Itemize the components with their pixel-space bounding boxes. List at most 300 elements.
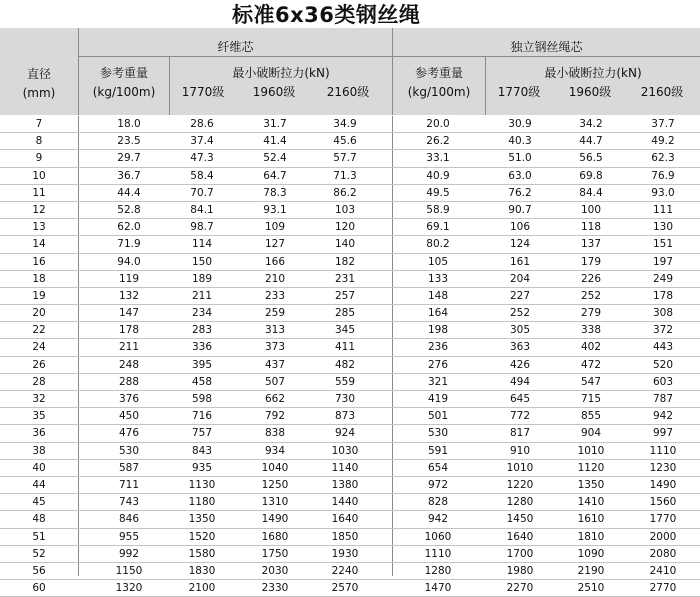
cell-steel-1770: 90.7: [508, 203, 532, 216]
cell-fiber-1960: 1490: [261, 513, 289, 526]
cell-steel-1960: 34.2: [579, 118, 603, 130]
cell-fiber-1960: 210: [264, 272, 286, 285]
cell-steel-1770: 51.0: [508, 152, 532, 165]
cell-fiber-weight: 530: [118, 444, 140, 457]
cell-fiber-1770: 2100: [188, 582, 216, 595]
cell-fiber-1960: 792: [264, 410, 286, 423]
cell-diameter: 11: [32, 186, 46, 199]
table-row: [0, 374, 700, 391]
cell-steel-1770: 363: [509, 341, 531, 354]
header-divider: [79, 56, 700, 57]
cell-fiber-1770: 47.3: [190, 152, 214, 165]
cell-fiber-1960: 1680: [261, 530, 289, 543]
cell-fiber-1770: 843: [191, 444, 213, 457]
cell-steel-2160: 2770: [649, 582, 677, 595]
cell-steel-1770: 204: [509, 272, 531, 285]
cell-fiber-1960: 31.7: [263, 118, 287, 130]
cell-fiber-1960: 373: [264, 341, 286, 354]
cell-steel-1960: 472: [580, 358, 602, 371]
cell-steel-weight: 591: [427, 444, 449, 457]
cell-diameter: 38: [32, 444, 46, 457]
cell-steel-weight: 321: [427, 375, 449, 388]
table-row: [0, 494, 700, 511]
cell-steel-2160: 93.0: [651, 186, 675, 199]
cell-steel-weight: 26.2: [426, 135, 450, 148]
table-row: [0, 116, 700, 133]
cell-fiber-weight: 587: [118, 461, 140, 474]
cell-fiber-2160: 1930: [331, 547, 359, 560]
cell-fiber-2160: 1440: [331, 496, 359, 509]
cell-fiber-1960: 166: [264, 255, 286, 268]
cell-steel-1960: 2510: [577, 582, 605, 595]
cell-fiber-2160: 1850: [331, 530, 359, 543]
cell-steel-2160: 76.9: [651, 169, 675, 182]
cell-steel-2160: 372: [652, 324, 674, 337]
cell-steel-weight: 58.9: [426, 203, 450, 216]
header-divider: [78, 28, 79, 115]
table-row: [0, 563, 700, 580]
cell-fiber-1770: 70.7: [190, 186, 214, 199]
cell-steel-weight: 530: [427, 427, 449, 440]
cell-steel-1770: 76.2: [508, 186, 532, 199]
cell-fiber-2160: 345: [334, 324, 356, 337]
cell-steel-weight: 133: [427, 272, 449, 285]
cell-steel-weight: 419: [427, 393, 449, 405]
header-grade-1770-fiber: 1770级: [181, 85, 225, 99]
header-grade-2160-steel: 2160级: [640, 85, 684, 99]
header-min-break-fiber: 最小破断拉力(kN): [232, 66, 330, 80]
cell-fiber-1960: 259: [264, 307, 286, 320]
cell-steel-1960: 226: [580, 272, 602, 285]
cell-steel-weight: 69.1: [426, 221, 450, 234]
cell-fiber-1770: 598: [191, 393, 213, 405]
cell-fiber-weight: 711: [118, 478, 140, 491]
cell-fiber-2160: 86.2: [333, 186, 357, 199]
cell-steel-1960: 1350: [577, 478, 605, 491]
cell-fiber-1960: 233: [264, 289, 286, 302]
cell-fiber-2160: 559: [334, 375, 356, 388]
cell-steel-2160: 942: [652, 410, 674, 423]
cell-steel-1770: 1220: [506, 478, 534, 491]
cell-fiber-1770: 1350: [188, 513, 216, 526]
cell-steel-2160: 603: [652, 375, 674, 388]
table-row: [0, 305, 700, 322]
cell-fiber-weight: 147: [118, 307, 140, 320]
cell-steel-weight: 942: [427, 513, 449, 526]
cell-fiber-1770: 716: [191, 410, 213, 423]
cell-steel-2160: 443: [652, 341, 674, 354]
cell-fiber-weight: 178: [118, 324, 140, 337]
cell-fiber-1770: 395: [191, 358, 213, 371]
cell-steel-2160: 62.3: [651, 152, 675, 165]
cell-steel-1960: 100: [580, 203, 602, 216]
cell-steel-2160: 1110: [649, 444, 677, 457]
cell-fiber-weight: 52.8: [117, 203, 141, 216]
cell-steel-1960: 1810: [577, 530, 605, 543]
cell-steel-weight: 198: [427, 324, 449, 337]
cell-fiber-weight: 1320: [115, 582, 143, 595]
cell-fiber-1770: 1520: [188, 530, 216, 543]
header-divider: [169, 56, 170, 115]
cell-steel-1960: 44.7: [579, 135, 603, 148]
cell-steel-weight: 49.5: [426, 186, 450, 199]
cell-steel-1770: 252: [509, 307, 531, 320]
cell-fiber-weight: 18.0: [117, 118, 141, 130]
cell-fiber-1770: 150: [191, 255, 213, 268]
cell-fiber-1960: 2330: [261, 582, 289, 595]
cell-steel-2160: 111: [652, 203, 674, 216]
cell-steel-1770: 1700: [506, 547, 534, 560]
cell-diameter: 32: [32, 393, 46, 405]
cell-steel-1770: 161: [509, 255, 531, 268]
cell-diameter: 8: [35, 135, 43, 148]
table-row: [0, 322, 700, 339]
cell-steel-weight: 501: [427, 410, 449, 423]
cell-fiber-weight: 992: [118, 547, 140, 560]
cell-steel-1770: 63.0: [508, 169, 532, 182]
cell-fiber-weight: 119: [118, 272, 140, 285]
cell-fiber-weight: 23.5: [117, 135, 141, 148]
cell-steel-1770: 1450: [506, 513, 534, 526]
table-row: [0, 546, 700, 563]
header-divider: [392, 28, 393, 115]
table-body: [0, 116, 700, 597]
cell-fiber-1960: 313: [264, 324, 286, 337]
cell-fiber-1960: 838: [264, 427, 286, 440]
cell-steel-weight: 972: [427, 478, 449, 491]
cell-fiber-1960: 127: [264, 238, 286, 251]
table-row: [0, 271, 700, 288]
cell-fiber-1960: 109: [264, 221, 286, 234]
cell-steel-2160: 197: [652, 255, 674, 268]
cell-steel-1770: 1980: [506, 564, 534, 577]
cell-steel-1960: 84.4: [579, 186, 603, 199]
header-fiber-core: 纤维芯: [217, 40, 254, 54]
cell-diameter: 35: [32, 410, 46, 423]
table-row: [0, 477, 700, 494]
cell-fiber-1770: 37.4: [190, 135, 214, 148]
cell-steel-1770: 772: [509, 410, 531, 423]
cell-fiber-1960: 93.1: [263, 203, 287, 216]
cell-fiber-2160: 34.9: [333, 118, 357, 130]
cell-steel-2160: 2080: [649, 547, 677, 560]
table-row: [0, 219, 700, 236]
cell-steel-1960: 56.5: [579, 152, 603, 165]
cell-diameter: 52: [32, 547, 46, 560]
table-row: [0, 391, 700, 408]
cell-steel-1960: 904: [580, 427, 602, 440]
cell-fiber-1960: 52.4: [263, 152, 287, 165]
cell-fiber-1770: 757: [191, 427, 213, 440]
cell-fiber-1960: 64.7: [263, 169, 287, 182]
table-row: [0, 288, 700, 305]
header-diameter: 直径: [26, 67, 51, 81]
cell-diameter: 40: [32, 461, 46, 474]
cell-fiber-1770: 336: [191, 341, 213, 354]
cell-fiber-2160: 45.6: [333, 135, 357, 148]
header-ref-weight-unit-fiber: (kg/100m): [92, 85, 156, 99]
cell-fiber-weight: 44.4: [117, 186, 141, 199]
cell-steel-2160: 49.2: [651, 135, 675, 148]
cell-diameter: 44: [32, 478, 46, 491]
cell-fiber-2160: 285: [334, 307, 356, 320]
cell-steel-2160: 178: [652, 289, 674, 302]
table-row: [0, 443, 700, 460]
cell-diameter: 9: [35, 152, 43, 165]
cell-fiber-1960: 41.4: [263, 135, 287, 148]
cell-steel-1770: 2270: [506, 582, 534, 595]
cell-fiber-2160: 1640: [331, 513, 359, 526]
cell-diameter: 22: [32, 324, 46, 337]
cell-steel-1770: 1640: [506, 530, 534, 543]
cell-steel-weight: 276: [427, 358, 449, 371]
table-row: [0, 150, 700, 167]
table-row: [0, 580, 700, 597]
cell-steel-1770: 305: [509, 324, 531, 337]
cell-steel-1960: 252: [580, 289, 602, 302]
cell-fiber-2160: 71.3: [333, 169, 357, 182]
cell-diameter: 51: [32, 530, 46, 543]
cell-fiber-1960: 78.3: [263, 186, 287, 199]
cell-steel-1960: 547: [580, 375, 602, 388]
cell-fiber-weight: 1150: [115, 564, 143, 577]
cell-fiber-1770: 458: [191, 375, 213, 388]
cell-steel-1770: 40.3: [508, 135, 532, 148]
cell-steel-1770: 817: [509, 427, 531, 440]
cell-fiber-weight: 476: [118, 427, 140, 440]
cell-steel-1960: 69.8: [579, 169, 603, 182]
cell-steel-weight: 828: [427, 496, 449, 509]
cell-fiber-1770: 98.7: [190, 221, 214, 234]
cell-fiber-1770: 28.6: [190, 118, 214, 130]
cell-steel-2160: 151: [652, 238, 674, 251]
cell-steel-1960: 2190: [577, 564, 605, 577]
cell-fiber-weight: 94.0: [117, 255, 141, 268]
cell-steel-weight: 40.9: [426, 169, 450, 182]
cell-steel-2160: 130: [652, 221, 674, 234]
cell-fiber-1770: 58.4: [190, 169, 214, 182]
cell-steel-1770: 227: [509, 289, 531, 302]
cell-fiber-1770: 283: [191, 324, 213, 337]
table-row: [0, 133, 700, 150]
cell-fiber-2160: 1380: [331, 478, 359, 491]
cell-fiber-weight: 450: [118, 410, 140, 423]
cell-fiber-2160: 257: [334, 289, 356, 302]
cell-fiber-1960: 1310: [261, 496, 289, 509]
cell-steel-weight: 148: [427, 289, 449, 302]
cell-diameter: 28: [32, 375, 46, 388]
cell-diameter: 19: [32, 289, 46, 302]
cell-fiber-weight: 71.9: [117, 238, 141, 251]
cell-fiber-weight: 846: [118, 513, 140, 526]
cell-diameter: 56: [32, 564, 46, 577]
cell-steel-weight: 1470: [424, 582, 452, 595]
cell-steel-1960: 179: [580, 255, 602, 268]
cell-diameter: 26: [32, 358, 46, 371]
table-row: [0, 511, 700, 528]
cell-diameter: 24: [32, 341, 46, 354]
page-title: 标准6x36类钢丝绳: [232, 3, 421, 27]
header-ref-weight-steel: 参考重量: [414, 66, 463, 80]
cell-fiber-weight: 288: [118, 375, 140, 388]
cell-steel-1960: 137: [580, 238, 602, 251]
table-row: [0, 357, 700, 374]
cell-steel-weight: 1280: [424, 564, 452, 577]
header-diameter-unit: (mm): [22, 86, 56, 100]
cell-diameter: 60: [32, 582, 46, 595]
table-row: [0, 408, 700, 425]
cell-fiber-weight: 29.7: [117, 152, 141, 165]
cell-fiber-2160: 182: [334, 255, 356, 268]
cell-fiber-weight: 36.7: [117, 169, 141, 182]
table-row: [0, 168, 700, 185]
cell-fiber-1770: 189: [191, 272, 213, 285]
table-row: [0, 202, 700, 219]
cell-fiber-1960: 2030: [261, 564, 289, 577]
cell-steel-2160: 1560: [649, 496, 677, 509]
cell-steel-weight: 80.2: [426, 238, 450, 251]
cell-fiber-1960: 934: [264, 444, 286, 457]
cell-steel-1960: 1010: [577, 444, 605, 457]
table-header: [0, 28, 700, 115]
cell-diameter: 45: [32, 496, 46, 509]
cell-steel-2160: 249: [652, 272, 674, 285]
cell-steel-2160: 520: [652, 358, 674, 371]
cell-steel-1770: 910: [509, 444, 531, 457]
header-grade-2160-fiber: 2160级: [326, 85, 370, 99]
header-steel-core: 独立钢丝绳芯: [510, 40, 583, 54]
header-grade-1960-fiber: 1960级: [252, 85, 296, 99]
cell-steel-2160: 1230: [649, 461, 677, 474]
cell-steel-1960: 1120: [577, 461, 605, 474]
header-grade-1770-steel: 1770级: [497, 85, 541, 99]
table-row: [0, 185, 700, 202]
cell-fiber-2160: 482: [334, 358, 356, 371]
cell-fiber-1770: 1130: [188, 478, 216, 491]
cell-steel-2160: 1490: [649, 478, 677, 491]
cell-steel-2160: 308: [652, 307, 674, 320]
cell-steel-1960: 338: [580, 324, 602, 337]
cell-steel-1770: 106: [509, 221, 531, 234]
header-divider: [485, 56, 486, 115]
cell-steel-1770: 1010: [506, 461, 534, 474]
cell-fiber-2160: 57.7: [333, 152, 357, 165]
cell-steel-weight: 164: [427, 307, 449, 320]
cell-diameter: 10: [32, 169, 46, 182]
table-row: [0, 339, 700, 356]
cell-fiber-weight: 955: [118, 530, 140, 543]
cell-fiber-1960: 1040: [261, 461, 289, 474]
cell-fiber-1770: 211: [191, 289, 213, 302]
cell-fiber-1960: 437: [264, 358, 286, 371]
cell-steel-1770: 30.9: [508, 118, 532, 130]
cell-fiber-1770: 84.1: [190, 203, 214, 216]
table-row: [0, 460, 700, 477]
cell-steel-1960: 855: [580, 410, 602, 423]
cell-steel-weight: 20.0: [426, 118, 450, 130]
cell-steel-weight: 105: [427, 255, 449, 268]
table-row: [0, 236, 700, 253]
cell-diameter: 12: [32, 203, 46, 216]
cell-fiber-2160: 2570: [331, 582, 359, 595]
header-grade-1960-steel: 1960级: [568, 85, 612, 99]
cell-fiber-weight: 62.0: [117, 221, 141, 234]
cell-steel-1960: 1090: [577, 547, 605, 560]
cell-fiber-2160: 1030: [331, 444, 359, 457]
cell-fiber-weight: 248: [118, 358, 140, 371]
cell-diameter: 14: [32, 238, 46, 251]
header-ref-weight-unit-steel: (kg/100m): [407, 85, 471, 99]
cell-fiber-2160: 231: [334, 272, 356, 285]
cell-diameter: 13: [32, 221, 46, 234]
table-row: [0, 254, 700, 271]
cell-fiber-2160: 103: [334, 203, 356, 216]
cell-steel-1770: 645: [509, 393, 531, 405]
cell-steel-1770: 494: [509, 375, 531, 388]
cell-fiber-2160: 2240: [331, 564, 359, 577]
cell-steel-1960: 402: [580, 341, 602, 354]
cell-fiber-2160: 924: [334, 427, 356, 440]
header-min-break-steel: 最小破断拉力(kN): [544, 66, 642, 80]
cell-diameter: 48: [32, 513, 46, 526]
header-ref-weight-fiber: 参考重量: [99, 66, 148, 80]
cell-steel-2160: 787: [652, 393, 674, 405]
cell-fiber-1770: 1580: [188, 547, 216, 560]
cell-fiber-2160: 140: [334, 238, 356, 251]
cell-fiber-weight: 743: [118, 496, 140, 509]
cell-steel-1960: 279: [580, 307, 602, 320]
cell-fiber-weight: 211: [118, 341, 140, 354]
cell-fiber-1960: 1250: [261, 478, 289, 491]
table-row: [0, 425, 700, 442]
table-row: [0, 529, 700, 546]
cell-steel-2160: 37.7: [651, 118, 675, 130]
cell-fiber-2160: 120: [334, 221, 356, 234]
cell-steel-1960: 1610: [577, 513, 605, 526]
cell-steel-weight: 33.1: [426, 152, 450, 165]
cell-diameter: 18: [32, 272, 46, 285]
cell-steel-weight: 1060: [424, 530, 452, 543]
cell-steel-2160: 2000: [649, 530, 677, 543]
cell-steel-weight: 1110: [424, 547, 452, 560]
cell-fiber-1770: 234: [191, 307, 213, 320]
cell-fiber-1770: 1180: [188, 496, 216, 509]
cell-steel-1960: 715: [580, 393, 602, 405]
cell-fiber-1960: 1750: [261, 547, 289, 560]
cell-diameter: 20: [32, 307, 46, 320]
cell-steel-1960: 118: [580, 221, 602, 234]
cell-diameter: 7: [35, 118, 43, 130]
cell-steel-2160: 2410: [649, 564, 677, 577]
cell-steel-1770: 1280: [506, 496, 534, 509]
cell-fiber-1770: 1830: [188, 564, 216, 577]
cell-fiber-weight: 376: [118, 393, 140, 405]
cell-diameter: 16: [32, 255, 46, 268]
cell-steel-1770: 426: [509, 358, 531, 371]
cell-fiber-2160: 1140: [331, 461, 359, 474]
cell-steel-weight: 236: [427, 341, 449, 354]
cell-fiber-1770: 114: [191, 238, 213, 251]
cell-fiber-2160: 730: [334, 393, 356, 405]
cell-fiber-2160: 411: [334, 341, 356, 354]
cell-steel-1770: 124: [509, 238, 531, 251]
cell-steel-weight: 654: [427, 461, 449, 474]
cell-fiber-1770: 935: [191, 461, 213, 474]
cell-fiber-2160: 873: [334, 410, 356, 423]
cell-fiber-1960: 662: [264, 393, 286, 405]
cell-steel-2160: 997: [652, 427, 674, 440]
cell-steel-1960: 1410: [577, 496, 605, 509]
